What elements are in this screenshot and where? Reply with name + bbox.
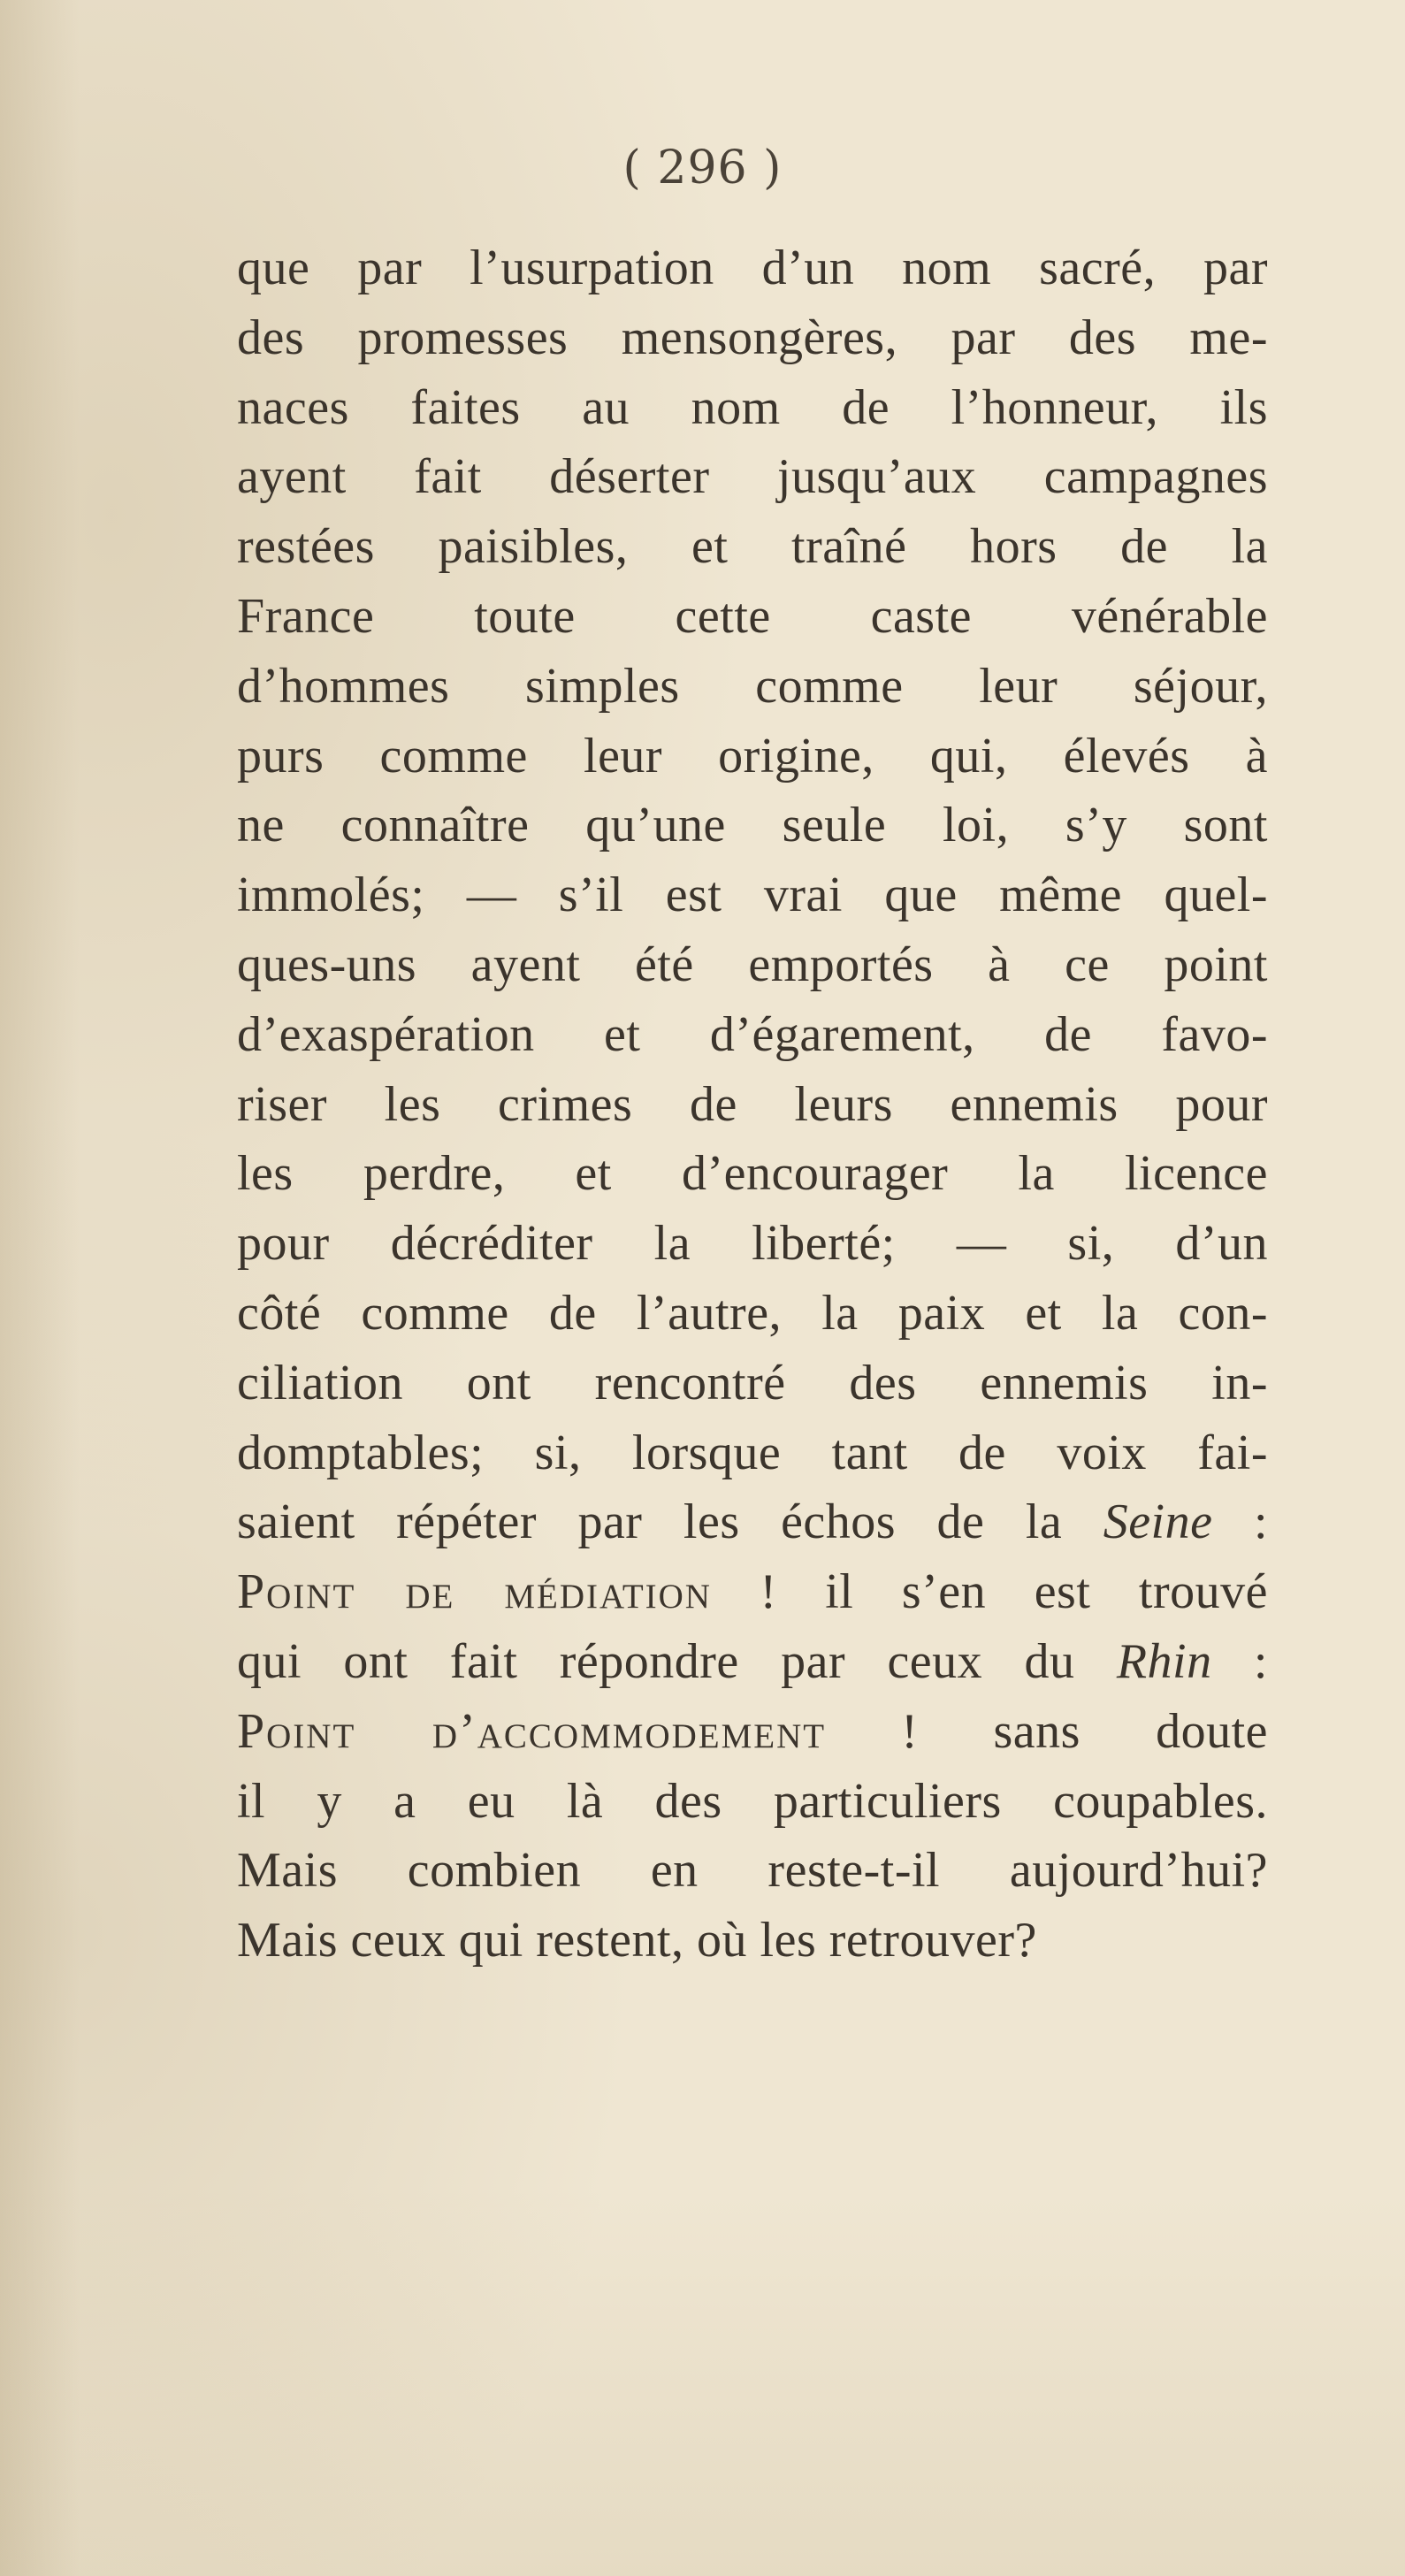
text-segment: il y a eu là des particuliers coupables.	[237, 1773, 1268, 1829]
text-line	[237, 1418, 1268, 1488]
text-line	[237, 930, 1268, 1000]
text-segment: ques-uns ayent été emportés à ce point	[237, 936, 1268, 992]
text-line	[237, 442, 1268, 512]
text-segment: pour décréditer la liberté; — si, d’un	[237, 1216, 1268, 1272]
text-segment: d’exaspération et d’égarement, de favo-	[237, 1006, 1268, 1062]
body-text	[237, 233, 1268, 1976]
text-line	[237, 1767, 1268, 1837]
text-line	[237, 1070, 1268, 1140]
text-segment: Mais combien en reste-t-il aujourd’hui?	[237, 1843, 1268, 1899]
text-segment: France toute cette caste vénérable	[237, 588, 1268, 644]
text-segment: des promesses mensongères, par des me-	[237, 310, 1268, 365]
text-line	[237, 791, 1268, 860]
text-segment: naces faites au nom de l’honneur, ils	[237, 379, 1268, 435]
text-line	[237, 1557, 1268, 1627]
text-line	[237, 1836, 1268, 1906]
italic-word: Seine	[1103, 1494, 1213, 1550]
text-line	[237, 303, 1268, 373]
text-segment: immolés; — s’il est vrai que même quel-	[237, 868, 1268, 923]
text-line	[237, 1906, 1268, 1976]
text-segment: qui ont fait répondre par ceux du	[237, 1633, 1117, 1689]
text-segment: côté comme de l’autre, la paix et la con-	[237, 1285, 1268, 1341]
italic-word: Rhin	[1116, 1633, 1212, 1689]
text-line	[237, 860, 1268, 930]
text-line	[237, 1627, 1268, 1697]
small-caps-phrase: Point de médiation	[237, 1564, 712, 1620]
text-segment: :	[1211, 1633, 1268, 1689]
text-segment: ! il s’en est trouvé	[711, 1564, 1268, 1620]
text-line	[237, 1487, 1268, 1557]
text-segment: les perdre, et d’encourager la licence	[237, 1146, 1268, 1202]
text-segment: restées paisibles, et traîné hors de la	[237, 519, 1268, 575]
text-line	[237, 1697, 1268, 1767]
page-number: ( 296 )	[622, 141, 783, 195]
text-line	[237, 722, 1268, 791]
text-line	[237, 233, 1268, 303]
text-line	[237, 1279, 1268, 1349]
text-segment: domptables; si, lorsque tant de voix fai-	[237, 1425, 1268, 1480]
text-segment: ciliation ont rencontré des ennemis in-	[237, 1355, 1268, 1410]
text-segment: saient répéter par les échos de la	[237, 1494, 1103, 1550]
text-segment: que par l’usurpation d’un nom sacré, par	[237, 241, 1268, 295]
text-segment: ! sans doute	[826, 1703, 1268, 1759]
text-line	[237, 1349, 1268, 1418]
text-segment: purs comme leur origine, qui, élevés à	[237, 728, 1268, 784]
text-line	[237, 1139, 1268, 1209]
text-segment: ayent fait déserter jusqu’aux campagnes	[237, 449, 1268, 505]
text-segment: d’hommes simples comme leur séjour,	[237, 658, 1268, 714]
text-line	[237, 1209, 1268, 1279]
text-line	[237, 373, 1268, 443]
text-segment: :	[1212, 1494, 1268, 1550]
text-line	[237, 582, 1268, 652]
text-line	[237, 512, 1268, 582]
text-line	[237, 1000, 1268, 1070]
text-segment: riser les crimes de leurs ennemis pour	[237, 1076, 1268, 1132]
text-line	[237, 652, 1268, 722]
text-segment: Mais ceux qui restent, où les retrouver?	[237, 1913, 1037, 1968]
small-caps-phrase: Point d’accommodement	[237, 1703, 827, 1759]
text-segment: ne connaître qu’une seule loi, s’y sont	[237, 798, 1268, 853]
